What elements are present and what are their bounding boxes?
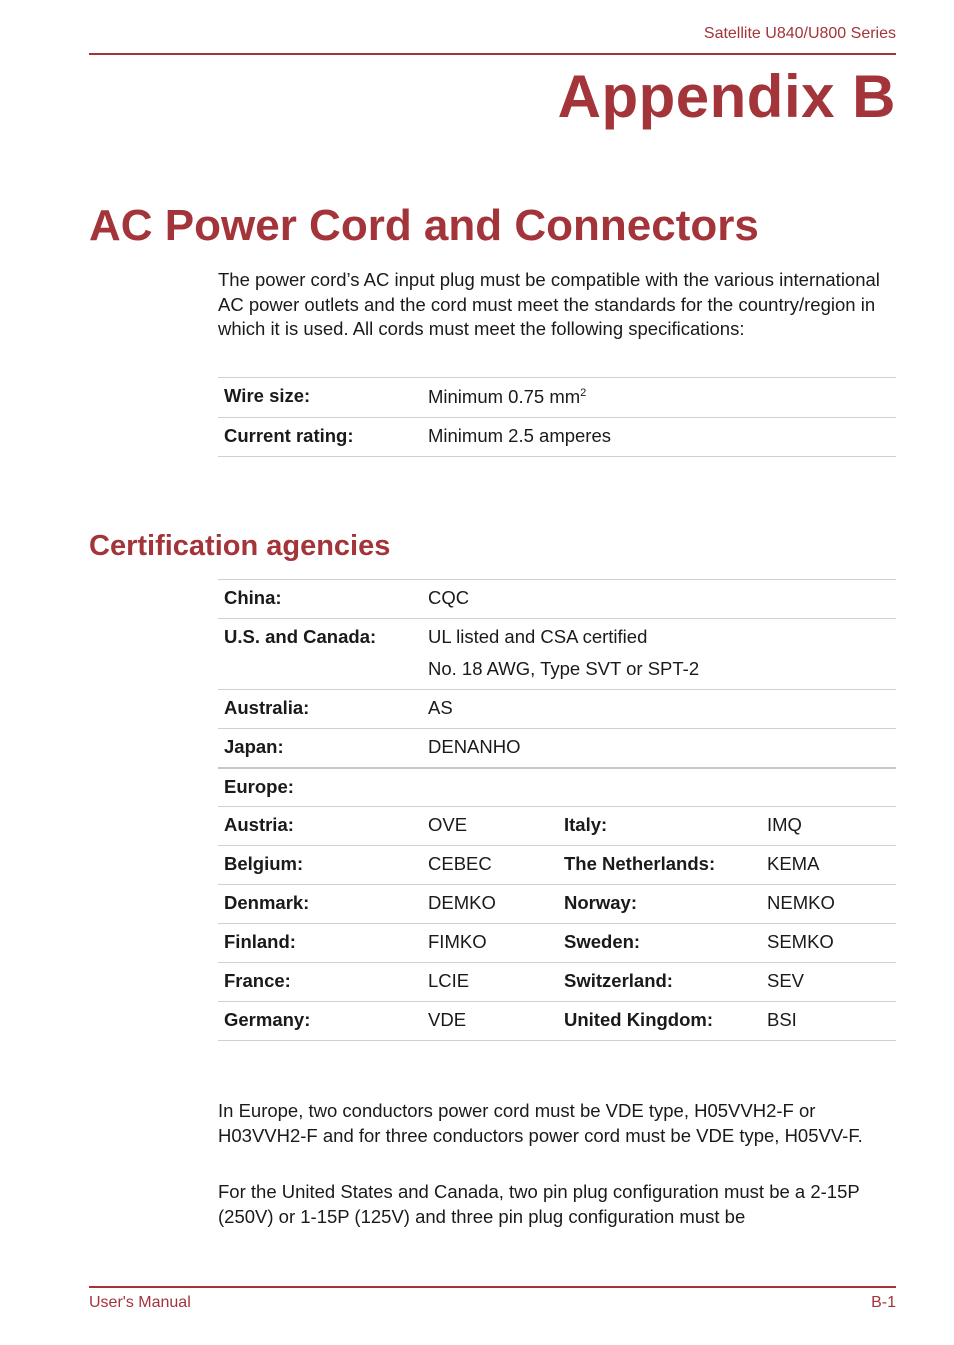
table-row [218, 807, 896, 846]
country-label: France: [218, 963, 422, 1002]
table-row [218, 580, 896, 619]
table-row [218, 418, 896, 457]
agency-value: DEMKO [422, 885, 558, 924]
footer-rule [89, 1286, 896, 1288]
agency-value: KEMA [761, 846, 896, 885]
us-canada-value-1: UL listed and CSA certified [428, 626, 648, 647]
agency-value: VDE [422, 1002, 558, 1041]
header-rule [89, 53, 896, 55]
agency-value: LCIE [422, 963, 558, 1002]
country-label: Italy: [558, 807, 761, 846]
country-label: Norway: [558, 885, 761, 924]
country-label: Switzerland: [558, 963, 761, 1002]
table-row [218, 619, 896, 690]
agency-value: FIMKO [422, 924, 558, 963]
japan-label: Japan: [218, 729, 422, 768]
footer-manual-label: User's Manual [89, 1294, 191, 1311]
us-canada-cell [422, 619, 896, 690]
chapter-title: AC Power Cord and Connectors [89, 201, 759, 250]
table-row [218, 885, 896, 924]
table-row [218, 729, 896, 768]
us-paragraph: For the United States and Canada, two pin plug configuration must be a 2-15P (250V) or 1-15P (125V) and three pin plug configuration must be [218, 1181, 860, 1227]
wire-size-label: Wire size: [218, 378, 422, 418]
agencies-table [218, 579, 896, 1041]
country-label: Denmark: [218, 885, 422, 924]
us-canada-label: U.S. and Canada: [218, 619, 422, 690]
intro-paragraph: The power cord’s AC input plug must be compatible with the various international AC power outlets and the cord must meet the standards for the country/region in which it is used. All cords must meet the following specifications: [218, 269, 880, 339]
agency-value: SEV [761, 963, 896, 1002]
table-row [218, 378, 896, 418]
section-title: Certification agencies [89, 530, 391, 562]
country-label: Germany: [218, 1002, 422, 1041]
spec-table [218, 377, 896, 457]
europe-label: Europe: [218, 768, 896, 807]
agency-value: BSI [761, 1002, 896, 1041]
agency-value: NEMKO [761, 885, 896, 924]
europe-paragraph: In Europe, two conductors power cord must be VDE type, H05VVH2-F or H03VVH2-F and for three conductors power cord must be VDE type, H05VV-F. [218, 1100, 863, 1146]
us-canada-value-2: No. 18 AWG, Type SVT or SPT-2 [428, 658, 700, 679]
agency-value: OVE [422, 807, 558, 846]
agency-value: CEBEC [422, 846, 558, 885]
wire-size-superscript: 2 [580, 387, 587, 399]
table-row [218, 846, 896, 885]
table-row [218, 963, 896, 1002]
country-label: United Kingdom: [558, 1002, 761, 1041]
japan-value: DENANHO [422, 729, 896, 768]
table-row [218, 768, 896, 807]
country-label: The Netherlands: [558, 846, 761, 885]
header-series: Satellite U840/U800 Series [703, 25, 896, 42]
china-label: China: [218, 580, 422, 619]
wire-size-cell [422, 378, 896, 418]
agency-value: SEMKO [761, 924, 896, 963]
australia-label: Australia: [218, 690, 422, 729]
country-label: Sweden: [558, 924, 761, 963]
country-label: Austria: [218, 807, 422, 846]
australia-value: AS [422, 690, 896, 729]
wire-size-value: Minimum 0.75 mm [428, 386, 581, 407]
current-rating-label: Current rating: [218, 418, 422, 457]
table-row [218, 690, 896, 729]
agency-value: IMQ [761, 807, 896, 846]
table-row [218, 924, 896, 963]
china-value: CQC [422, 580, 896, 619]
footer-page-number: B-1 [871, 1294, 896, 1311]
country-label: Belgium: [218, 846, 422, 885]
table-row [218, 1002, 896, 1041]
country-label: Finland: [218, 924, 422, 963]
appendix-title: Appendix B [557, 63, 896, 130]
current-rating-value: Minimum 2.5 amperes [422, 418, 896, 457]
